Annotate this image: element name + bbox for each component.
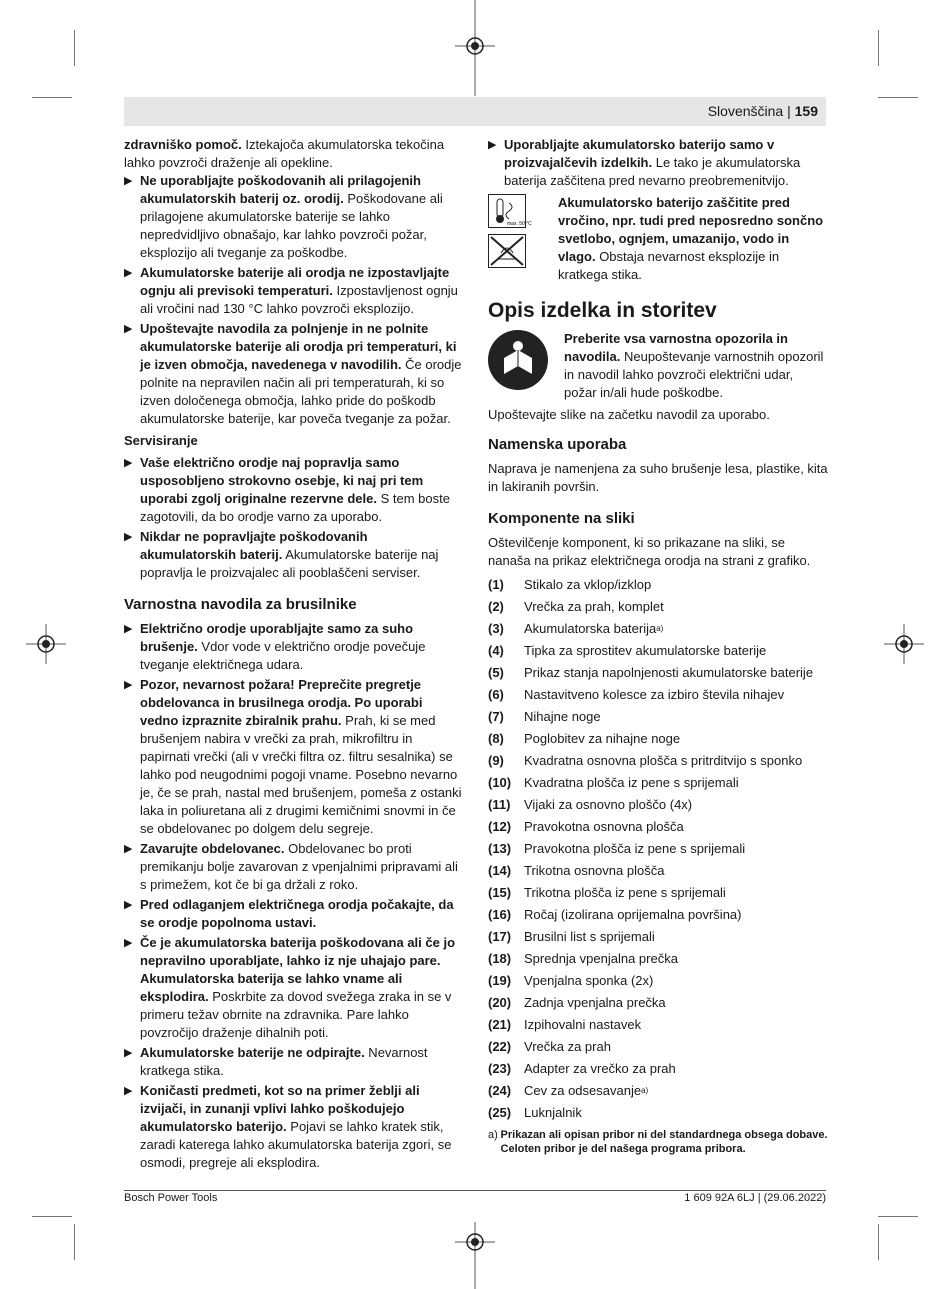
bullet-bold: Zavarujte obdelovanec. [140,841,285,856]
bullet-text: Izpostavljenost ognju ali vročini nad 130 °C lahko povzroči eksplozijo. [140,283,458,316]
bullet-item [124,934,464,1042]
footnote-mark: a) [488,1129,498,1141]
bullet-text: S tem boste zagotovili, da bo orodje varno za uporabo. [140,491,450,524]
component-number: (14) [488,863,512,878]
component-number: (17) [488,929,512,944]
component-label: Kvadratna plošča iz pene s sprijemali [524,775,739,790]
registration-mark-icon [455,1222,495,1289]
read-text: Neupoštevanje varnostnih opozoril in navodil lahko povzroči električni udar, požar in/ali hude poškodbe. [564,349,824,400]
component-label: Luknjalnik [524,1105,582,1120]
right-column [488,136,828,1156]
component-item [488,618,828,640]
crop-mark [878,1224,879,1260]
bullet-triangle-icon: ▶ [488,139,497,151]
components-list [488,574,828,1124]
component-number: (2) [488,599,504,614]
component-label: Vijaki za osnovno ploščo (4x) [524,797,693,812]
heat-warning [488,194,828,284]
component-number: (16) [488,907,512,922]
bullet-text: Če orodje polnite na nepravilen način ali pri temperaturah, ki so izven določenega območja, lahko pride do poškodb akumulatorske baterije, kar poveča tveganje za požar. [140,357,462,426]
footnote-ref: a) [656,624,664,633]
read-instructions-text [564,330,828,402]
components-intro: Oštevilčenje komponent, ki so prikazane na sliki, se nanaša na prikaz električnega orodja na strani z grafiko. [488,535,811,568]
component-item [488,1014,828,1036]
header-separator: | [787,103,791,119]
component-label: Ročaj (izolirana oprijemalna površina) [524,907,742,922]
bullet-triangle-icon: ▶ [124,899,133,911]
component-label: Kvadratna osnovna plošča s pritrditvijo s sponko [524,753,803,768]
warning-text: Obstaja nevarnost eksplozije in kratkega stika. [558,249,780,282]
component-label: Vpenjalna sponka (2x) [524,973,654,988]
warning-icons [488,194,558,284]
component-number: (21) [488,1017,512,1032]
page-number: 159 [794,103,818,119]
bullet-bold: Ne uporabljajte poškodovanih ali prilagojenih akumulatorskih baterij oz. orodij. [140,173,421,206]
component-item [488,794,828,816]
bullet-bold: Upoštevajte navodila za polnjenje in ne polnite akumulatorske baterije ali orodja pri temperaturi, ki je izven območja, navedenega v navodilih. [140,321,457,372]
component-number: (5) [488,665,504,680]
component-number: (10) [488,775,512,790]
bullet-triangle-icon: ▶ [124,1047,133,1059]
registration-mark-icon [26,624,66,664]
crop-mark [878,30,879,66]
bullet-item [124,896,464,932]
bullet-text: Obdelovanec bo proti premikanju bolje zavarovan z vpenjalnimi pripravami ali s primežem, kot če bi ga držali z roko. [140,841,458,892]
component-label: Vrečka za prah [524,1039,611,1054]
intended-use-text: Naprava je namenjena za suho brušenje lesa, plastike, kita in lakiranih površin. [488,461,828,494]
heat-warning-text [558,194,828,284]
bullet-triangle-icon: ▶ [124,267,133,279]
left-column [124,136,464,1174]
bullet-text: Pojavi se lahko kratek stik, zaradi katerega lahko akumulatorska baterija zgori, se osmodi, pregreje ali eksplodira. [140,1119,452,1170]
bullet-text: Poskrbite za dovod svežega zraka in se v primeru težav obrnite na zdravnika. Pare lahko povzročijo draženje dihalnih poti. [140,989,452,1040]
component-number: (9) [488,753,504,768]
component-item [488,1080,828,1102]
bullet-triangle-icon: ▶ [124,531,133,543]
component-number: (18) [488,951,512,966]
component-item [488,816,828,838]
component-item [488,728,828,750]
read-bold: Preberite vsa varnostna opozorila in navodila. [564,331,788,364]
bullet-item [124,840,464,894]
bullet-bold: Vaše električno orodje naj popravlja samo usposobljeno strokovno osebje, ki naj pri tem uporabi zgolj originalne rezervne dele. [140,455,424,506]
bullet-triangle-icon: ▶ [124,175,133,187]
component-item [488,574,828,596]
bullet-text: Vdor vode v električno orodje povečuje tveganje električnega udara. [140,639,426,672]
read-instructions [488,330,828,402]
bullet-item [124,1044,464,1080]
component-number: (25) [488,1105,512,1120]
bullet-triangle-icon: ▶ [124,679,133,691]
intended-use-title: Namenska uporaba [488,436,627,453]
component-number: (24) [488,1083,512,1098]
crop-mark [878,97,918,98]
bullet-text: Prah, ki se med brušenjem nabira v vrečki za prah, mikrofiltru in papirnati vrečki (ali v vrečki filtra oz. filtru sesalnika) se lahko pod neugodnimi pogoji vname. Posebno nevarno je, če se prah, nastal med brušenjem, pomeša z ostanki laka in poliuretana ali z drugimi kemičnimi snovmi in če se obdelovanec po dolgem delu segreje. [140,713,462,836]
component-label: Trikotna plošča iz pene s sprijemali [524,885,726,900]
footer-rule [124,1190,826,1191]
bullet-bold: Pozor, nevarnost požara! Preprečite pregretje obdelovanca in brusilnega orodja. Po uporabi vedno izpraznite zbiralnik prahu. [140,677,423,728]
bullet-text: Akumulatorske baterije naj popravlja le proizvajalec ali pooblaščeni serviser. [140,547,439,580]
crop-mark [74,30,75,66]
bullet-bold: Električno orodje uporabljajte samo za suho brušenje. [140,621,414,654]
component-label: Nastavitveno kolesce za izbiro števila nihajev [524,687,785,702]
component-item [488,926,828,948]
no-fire-water-icon [488,234,526,268]
component-label: Zadnja vpenjalna prečka [524,995,666,1010]
bullet-item [124,264,464,318]
crop-mark [32,97,72,98]
bullet-item [124,320,464,428]
section-title: Varnostna navodila za brusilnike [124,596,357,613]
header-language: Slovenščina [707,103,784,119]
bullet-list [124,172,464,428]
max-temp-label: max. 50 °C [507,221,532,227]
component-number: (7) [488,709,504,724]
bullet-text: Poškodovane ali prilagojene akumulatorske baterije se lahko nepredvidljivo obnašajo, kar lahko povzroči požar, eksplozijo ali tveganje za poškodbe. [140,191,443,260]
registration-mark-icon [884,624,924,664]
servis-title: Servisiranje [124,433,198,448]
bullet-triangle-icon: ▶ [124,843,133,855]
component-number: (22) [488,1039,512,1054]
component-number: (1) [488,577,504,592]
component-number: (11) [488,797,511,812]
component-label: Cev za odsesavanje [524,1083,642,1098]
component-label: Tipka za sprostitev akumulatorske baterije [524,643,767,658]
bullet-bold: Nikdar ne popravljajte poškodovanih akumulatorskih baterij. [140,529,368,562]
page-title: Opis izdelka in storitev [488,299,717,322]
bullet-text: Le tako je akumulatorska baterija zaščitena pred nevarno preobremenitvijo. [504,155,801,188]
component-label: Trikotna osnovna plošča [524,863,665,878]
bullet-triangle-icon: ▶ [124,323,133,335]
component-number: (23) [488,1061,512,1076]
component-number: (15) [488,885,512,900]
component-item [488,706,828,728]
component-number: (8) [488,731,504,746]
component-label: Stikalo za vklop/izklop [524,577,652,592]
footer-docnumber: 1 609 92A 6LJ | (29.06.2022) [684,1192,826,1204]
warning-bold: Akumulatorsko baterijo zaščitite pred vročino, npr. tudi pred neposredno sončno svetlobo, ognjem, umazanijo, vodo in vlago. [558,195,824,264]
components-title: Komponente na sliki [488,510,635,527]
component-item [488,596,828,618]
read-manual-icon [488,330,548,390]
intro-text: Iztekajoča akumulatorska tekočina lahko povzroči draženje ali opekline. [124,137,445,170]
footnote-text: Prikazan ali opisan pribor ni del standardnega obsega dobave. Celoten pribor je del našega programa pribora. [500,1129,828,1155]
component-number: (12) [488,819,512,834]
component-item [488,662,828,684]
bullet-triangle-icon: ▶ [124,937,133,949]
component-label: Sprednja vpenjalna prečka [524,951,678,966]
footnote-ref: a) [641,1086,649,1095]
component-item [488,1036,828,1058]
component-number: (4) [488,643,504,658]
intro-bold: zdravniško pomoč. [124,137,242,152]
component-item [488,904,828,926]
footnote [488,1128,828,1156]
crop-mark [74,1224,75,1260]
bullet-triangle-icon: ▶ [124,1085,133,1097]
component-item [488,640,828,662]
see-figures-text: Upoštevajte slike na začetku navodil za uporabo. [488,407,770,422]
component-item [488,772,828,794]
bullet-triangle-icon: ▶ [124,457,133,469]
header-text [708,103,818,119]
intro-paragraph [124,136,464,172]
bullet-item [124,620,464,674]
component-item [488,992,828,1014]
bullet-text: Nevarnost kratkega stika. [140,1045,428,1078]
bullet-bold: Če je akumulatorska baterija poškodovana ali če jo nepravilno uporabljate, lahko iz nje uhajajo pare. Akumulatorska baterija se lahko vname ali eksplodira. [140,935,456,1004]
bullet-list [124,454,464,582]
bullet-item [124,528,464,582]
crop-mark [878,1216,918,1217]
component-number: (13) [488,841,512,856]
component-label: Nihajne noge [524,709,601,724]
bullet-bold: Akumulatorske baterije ne odpirajte. [140,1045,365,1060]
component-item [488,860,828,882]
component-number: (3) [488,621,504,636]
bullet-bold: Uporabljajte akumulatorsko baterijo samo v proizvajalčevih izdelkih. [504,137,775,170]
page-header [124,97,826,126]
bullet-bold: Pred odlaganjem električnega orodja počakajte, da se orodje popolnoma ustavi. [140,897,454,930]
component-number: (20) [488,995,512,1010]
bullet-list [124,620,464,1172]
component-number: (19) [488,973,512,988]
bullet-item [488,136,828,190]
component-item [488,948,828,970]
component-label: Pravokotna plošča iz pene s sprijemali [524,841,746,856]
component-label: Adapter za vrečko za prah [524,1061,676,1076]
bullet-item [124,676,464,838]
footer-brand: Bosch Power Tools [124,1192,218,1204]
component-item [488,882,828,904]
component-label: Izpihovalni nastavek [524,1017,642,1032]
component-label: Poglobitev za nihajne noge [524,731,681,746]
crop-mark [32,1216,72,1217]
component-label: Prikaz stanja napolnjenosti akumulatorske baterije [524,665,814,680]
bullet-bold: Koničasti predmeti, kot so na primer žeblji ali izvijači, in zunanji vplivi lahko poškodujejo akumulatorsko baterijo. [140,1083,420,1134]
component-item [488,750,828,772]
bullet-triangle-icon: ▶ [124,623,133,635]
component-item [488,684,828,706]
component-item [488,970,828,992]
component-label: Vrečka za prah, komplet [524,599,664,614]
component-item [488,838,828,860]
registration-mark-icon [455,0,495,96]
component-item [488,1102,828,1124]
component-label: Pravokotna osnovna plošča [524,819,684,834]
thermometer-icon [488,194,532,228]
component-label: Brusilni list s sprijemali [524,929,655,944]
bullet-item [124,1082,464,1172]
component-label: Akumulatorska baterija [524,621,657,636]
component-item [488,1058,828,1080]
component-number: (6) [488,687,504,702]
bullet-bold: Akumulatorske baterije ali orodja ne izpostavljajte ognju ali previsoki temperaturi. [140,265,450,298]
bullet-item [124,172,464,262]
bullet-item [124,454,464,526]
